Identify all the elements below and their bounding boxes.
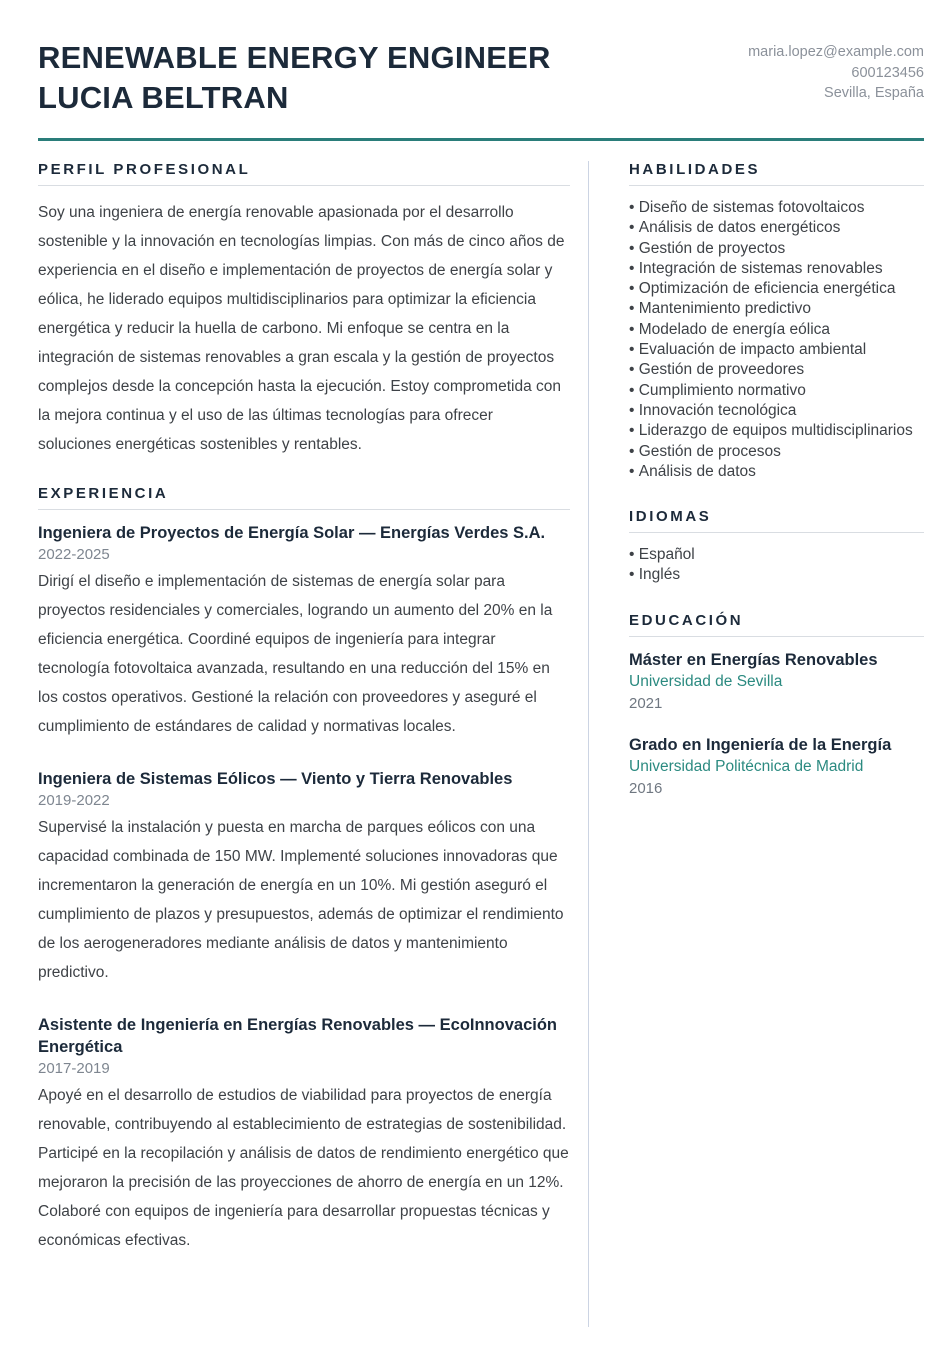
list-item: • Gestión de proyectos (629, 239, 924, 259)
education-school: Universidad de Sevilla (629, 672, 783, 690)
main-column (38, 161, 570, 1327)
section-education (629, 612, 924, 799)
list-item: • Español (629, 545, 924, 565)
list-item: • Análisis de datos energéticos (629, 218, 924, 238)
list-item: • Evaluación de impacto ambiental (629, 340, 924, 360)
list-item: • Gestión de proveedores (629, 360, 924, 380)
job-entry (38, 1014, 570, 1255)
section-skills (629, 161, 924, 482)
skills-heading: HABILIDADES (629, 161, 924, 186)
education-year: 2016 (629, 779, 663, 797)
list-item: • Mantenimiento predictivo (629, 299, 924, 319)
education-school: Universidad Politécnica de Madrid (629, 757, 864, 775)
education-entry (629, 649, 924, 714)
contact-info (748, 38, 924, 104)
education-heading: EDUCACIÓN (629, 612, 924, 637)
job-title: Ingeniera de Proyectos de Energía Solar — Energías Verdes S.A. (38, 524, 546, 542)
sidebar-column (588, 161, 924, 1327)
candidate-name-line: LUCIA BELTRAN (38, 80, 289, 115)
job-description: Apoyé en el desarrollo de estudios de viabilidad para proyectos de energía renovable, contribuyendo al establecimiento de estrategias de sostenibilidad. Participé en la recopilación y análisis de datos de rendimiento energético que mejoraron la precisión de las proyecciones de ahorro de energía en un 12%. Colaboré con equipos de ingeniería para desarrollar propuestas técnicas y económicas efectivas. (38, 1087, 569, 1249)
job-entry (38, 768, 570, 987)
list-item: • Liderazgo de equipos multidisciplinarios (629, 421, 924, 441)
education-degree: Grado en Ingeniería de la Energía (629, 735, 892, 754)
skills-list (629, 198, 924, 482)
list-item: • Modelado de energía eólica (629, 320, 924, 340)
job-dates: 2019-2022 (38, 792, 110, 809)
job-entry (38, 522, 570, 741)
section-experience (38, 485, 570, 1255)
list-item: • Gestión de procesos (629, 442, 924, 462)
list-item: • Cumplimiento normativo (629, 381, 924, 401)
profile-heading: PERFIL PROFESIONAL (38, 161, 570, 186)
job-description: Supervisé la instalación y puesta en marcha de parques eólicos con una capacidad combinada de 150 MW. Implementé soluciones innovadoras que incrementaron la generación de energía en un 10%. Mi gestión aseguró el cumplimiento de plazos y presupuestos, además de optimizar el rendimiento de los aerogeneradores mediante análisis de datos y mantenimiento predictivo. (38, 819, 564, 981)
list-item: • Inglés (629, 565, 924, 585)
header (38, 38, 924, 118)
list-item: • Innovación tecnológica (629, 401, 924, 421)
job-dates: 2017-2019 (38, 1060, 110, 1077)
section-languages (629, 508, 924, 586)
job-title-line: RENEWABLE ENERGY ENGINEER (38, 40, 551, 75)
education-year: 2021 (629, 694, 663, 712)
page-title (38, 38, 551, 118)
contact-email: maria.lopez@example.com (748, 44, 924, 60)
job-dates: 2022-2025 (38, 546, 110, 563)
experience-heading: EXPERIENCIA (38, 485, 570, 510)
list-item: • Optimización de eficiencia energética (629, 279, 924, 299)
contact-phone: 600123456 (851, 64, 924, 81)
education-entry (629, 734, 924, 799)
header-divider (38, 138, 924, 141)
job-description: Dirigí el diseño e implementación de sistemas de energía solar para proyectos residenciales y comerciales, logrando un aumento del 20% en la eficiencia energética. Coordiné equipos de ingeniería para integrar tecnología fotovoltaica avanzada, resultando en una reducción del 15% en los costos operativos. Gestioné la relación con proveedores y aseguré el cumplimiento de estándares de calidad y normativas locales. (38, 573, 553, 735)
languages-list (629, 545, 924, 586)
list-item: • Análisis de datos (629, 462, 924, 482)
job-title: Asistente de Ingeniería en Energías Renovables — EcoInnovación Energética (38, 1016, 557, 1056)
languages-heading: IDIOMAS (629, 508, 924, 533)
profile-text: Soy una ingeniera de energía renovable apasionada por el desarrollo sostenible y la innovación en tecnologías limpias. Con más de cinco años de experiencia en el diseño e implementación de proyectos de energía solar y eólica, he liderado equipos multidisciplinarios para optimizar la eficiencia energética y reducir la huella de carbono. Mi enfoque se centra en la integración de sistemas renovables a gran escala y la gestión de proyectos complejos desde la concepción hasta la ejecución. Estoy comprometida con la mejora continua y el uso de las últimas tecnologías para ofrecer soluciones energéticas sostenibles y rentables. (38, 204, 565, 453)
section-profile (38, 161, 570, 459)
job-title: Ingeniera de Sistemas Eólicos — Viento y Tierra Renovables (38, 770, 513, 788)
content-columns (38, 161, 924, 1327)
education-degree: Máster en Energías Renovables (629, 650, 878, 669)
list-item: • Integración de sistemas renovables (629, 259, 924, 279)
contact-location: Sevilla, España (824, 85, 924, 101)
list-item: • Diseño de sistemas fotovoltaicos (629, 198, 924, 218)
